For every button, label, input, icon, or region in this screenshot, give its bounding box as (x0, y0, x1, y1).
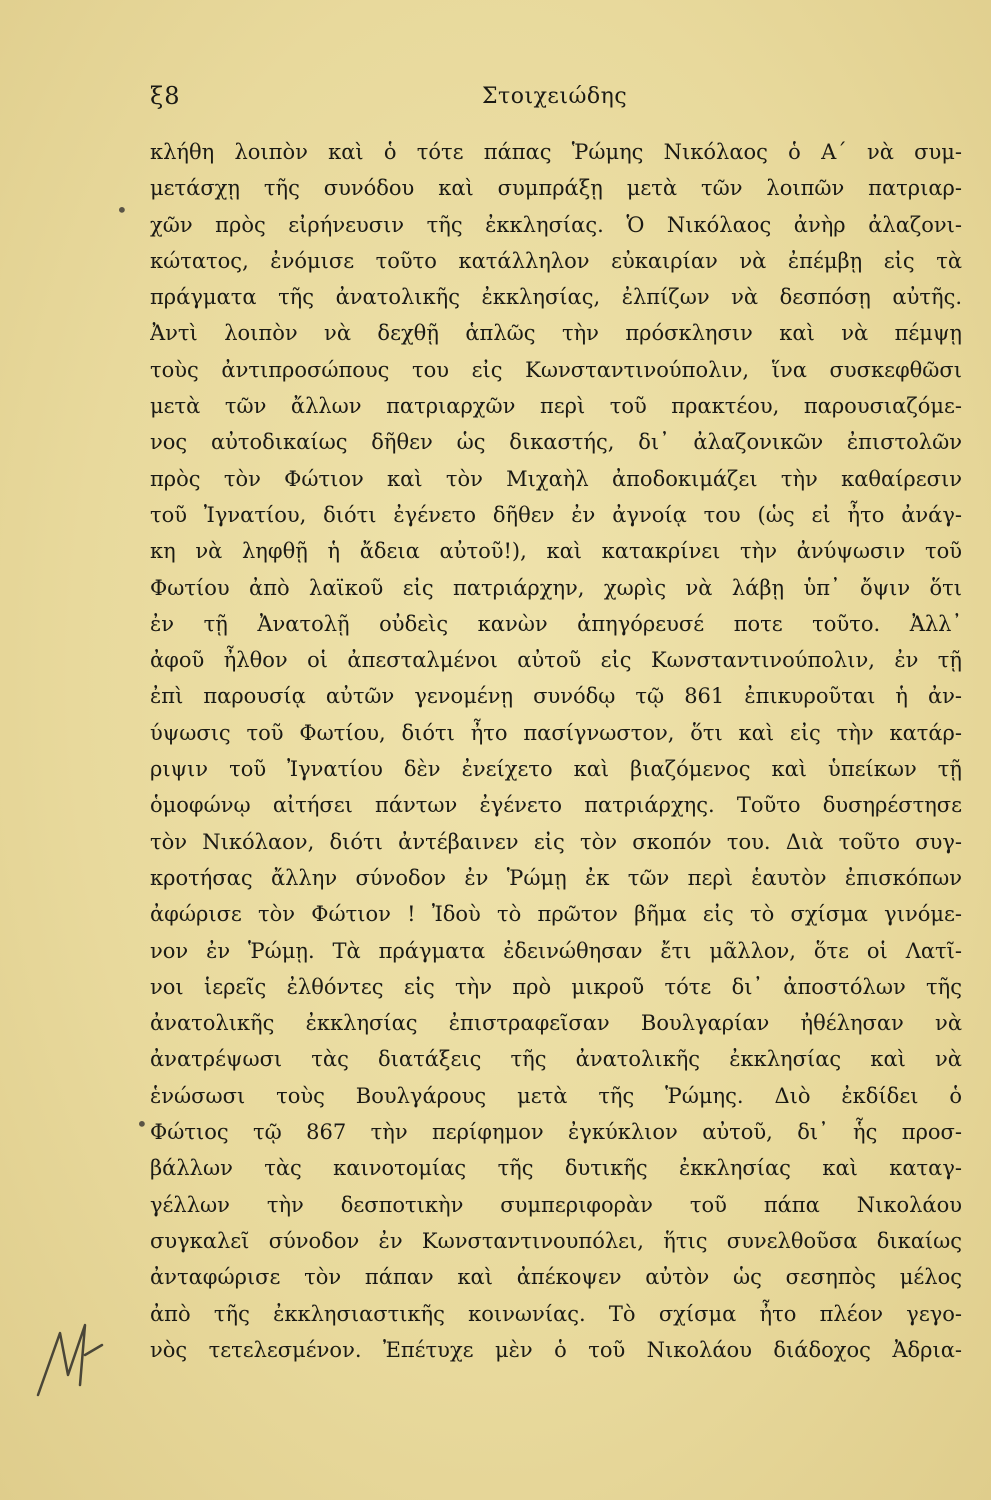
text-line: κλήθη λοιπὸν καὶ ὁ τότε πάπας Ῥώμης Νικόλαος ὁ Α΄ νὰ συμ- (150, 140, 962, 164)
text-line: ἀφώρισε τὸν Φώτιον ! Ἰδοὺ τὸ πρῶτον βῆμα εἰς τὸ σχίσμα γινόμε- (150, 902, 962, 927)
text-line: πρὸς τὸν Φώτιον καὶ τὸν Μιχαὴλ ἀποδοκιμάζει τὴν καθαίρεσιν (150, 466, 962, 491)
running-title: Στοιχειώδης (482, 84, 628, 109)
text-line: νοι ἱερεῖς ἐλθόντες εἰς τὴν πρὸ μικροῦ τότε δι᾽ ἀποστόλων τῆς (150, 974, 962, 999)
handwritten-mark (30, 1315, 110, 1405)
text-line: ἀφοῦ ἦλθον οἱ ἀπεσταλμένοι αὐτοῦ εἰς Κωνσταντινούπολιν, ἐν τῇ (150, 648, 962, 673)
text-line: τὸν Νικόλαον, διότι ἀντέβαινεν εἰς τὸν σκοπόν του. Διὰ τοῦτο συγ- (150, 829, 962, 854)
text-line: ἀνατρέψωσι τὰς διατάξεις τῆς ἀνατολικῆς ἐκκλησίας καὶ νὰ (150, 1047, 962, 1072)
text-line: Φώτιος τῷ 867 τὴν περίφημον ἐγκύκλιον αὐτοῦ, δι᾽ ἧς προσ- (150, 1120, 962, 1145)
page-number: ξ8 (150, 82, 181, 110)
text-line: νὸς τετελεσμένον. Ἐπέτυχε μὲν ὁ τοῦ Νικολάου διάδοχος Ἀδρια- (150, 1337, 962, 1362)
text-line: νον ἐν Ῥώμῃ. Τὰ πράγματα ἐδεινώθησαν ἔτι μᾶλλον, ὅτε οἱ Λατῖ- (150, 938, 962, 963)
text-line: συγκαλεῖ σύνοδον ἐν Κωνσταντινουπόλει, ἥτις συνελθοῦσα δικαίως (150, 1228, 962, 1253)
text-line: ἑνώσωσι τοὺς Βουλγάρους μετὰ τῆς Ῥώμης. Διὸ ἐκδίδει ὁ (150, 1083, 962, 1108)
text-line: χῶν πρὸς εἰρήνευσιν τῆς ἐκκλησίας. Ὁ Νικόλαος ἀνὴρ ἀλαζονι- (150, 212, 962, 237)
text-line: Φωτίου ἀπὸ λαϊκοῦ εἰς πατριάρχην, χωρὶς νὰ λάβῃ ὑπ᾽ ὄψιν ὅτι (150, 575, 962, 600)
text-line: νος αὐτοδικαίως δῆθεν ὡς δικαστής, δι᾽ ἀλαζονικῶν ἐπιστολῶν (150, 430, 962, 455)
text-line: μετάσχῃ τῆς συνόδου καὶ συμπράξῃ μετὰ τῶν λοιπῶν πατριαρ- (150, 176, 962, 201)
text-line: ἀπὸ τῆς ἐκκλησιαστικῆς κοινωνίας. Τὸ σχίσμα ἦτο πλέον γεγο- (150, 1301, 962, 1326)
text-line: ριψιν τοῦ Ἰγνατίου δὲν ἐνείχετο καὶ βιαζόμενος καὶ ὑπείκων τῇ (150, 757, 962, 782)
text-line: κώτατος, ἐνόμισε τοῦτο κατάλληλον εὐκαιρίαν νὰ ἐπέμβῃ εἰς τὰ (150, 248, 962, 273)
text-line: ἀνατολικῆς ἐκκλησίας ἐπιστραφεῖσαν Βουλγαρίαν ἠθέλησαν νὰ (150, 1011, 962, 1036)
text-line: κροτήσας ἄλλην σύνοδον ἐν Ῥώμῃ ἐκ τῶν περὶ ἑαυτὸν ἐπισκόπων (150, 865, 962, 890)
text-line: βάλλων τὰς καινοτομίας τῆς δυτικῆς ἐκκλησίας καὶ καταγ- (150, 1156, 962, 1181)
text-line: ἀνταφώρισε τὸν πάπαν καὶ ἀπέκοψεν αὐτὸν ὡς σεσηπὸς μέλος (150, 1265, 962, 1290)
margin-mark: • (136, 1112, 148, 1136)
text-line: πράγματα τῆς ἀνατολικῆς ἐκκλησίας, ἐλπίζων νὰ δεσπόσῃ αὐτῆς. (150, 285, 962, 310)
text-line: ἐπὶ παρουσίᾳ αὐτῶν γενομένῃ συνόδῳ τῷ 861 ἐπικυροῦται ἡ ἀν- (150, 684, 962, 709)
text-line: κη νὰ ληφθῇ ἡ ἄδεια αὐτοῦ!), καὶ κατακρίνει τὴν ἀνύψωσιν τοῦ (150, 539, 962, 564)
text-line: μετὰ τῶν ἄλλων πατριαρχῶν περὶ τοῦ πρακτέου, παρουσιαζόμε- (150, 394, 962, 419)
page-header (0, 82, 991, 122)
text-line: ὁμοφώνῳ αἰτήσει πάντων ἐγένετο πατριάρχης. Τοῦτο δυσηρέστησε (150, 793, 962, 818)
text-line: γέλλων τὴν δεσποτικὴν συμπεριφορὰν τοῦ πάπα Νικολάου (150, 1192, 962, 1217)
text-line: τοῦ Ἰγνατίου, διότι ἐγένετο δῆθεν ἐν ἀγνοίᾳ του (ὡς εἰ ἦτο ἀνάγ- (150, 502, 962, 527)
text-line: Ἀντὶ λοιπὸν νὰ δεχθῇ ἁπλῶς τὴν πρόσκλησιν καὶ νὰ πέμψῃ (150, 321, 962, 346)
body-text (150, 134, 962, 1368)
margin-mark: • (116, 198, 128, 222)
text-line: ἐν τῇ Ἀνατολῇ οὐδεὶς κανὼν ἀπηγόρευσέ ποτε τοῦτο. Ἀλλ᾽ (150, 611, 962, 636)
text-line: ύψωσις τοῦ Φωτίου, διότι ἦτο πασίγνωστον, ὅτι καὶ εἰς τὴν κατάρ- (150, 720, 962, 745)
text-line: τοὺς ἀντιπροσώπους του εἰς Κωνσταντινούπολιν, ἵνα συσκεφθῶσι (150, 357, 962, 382)
